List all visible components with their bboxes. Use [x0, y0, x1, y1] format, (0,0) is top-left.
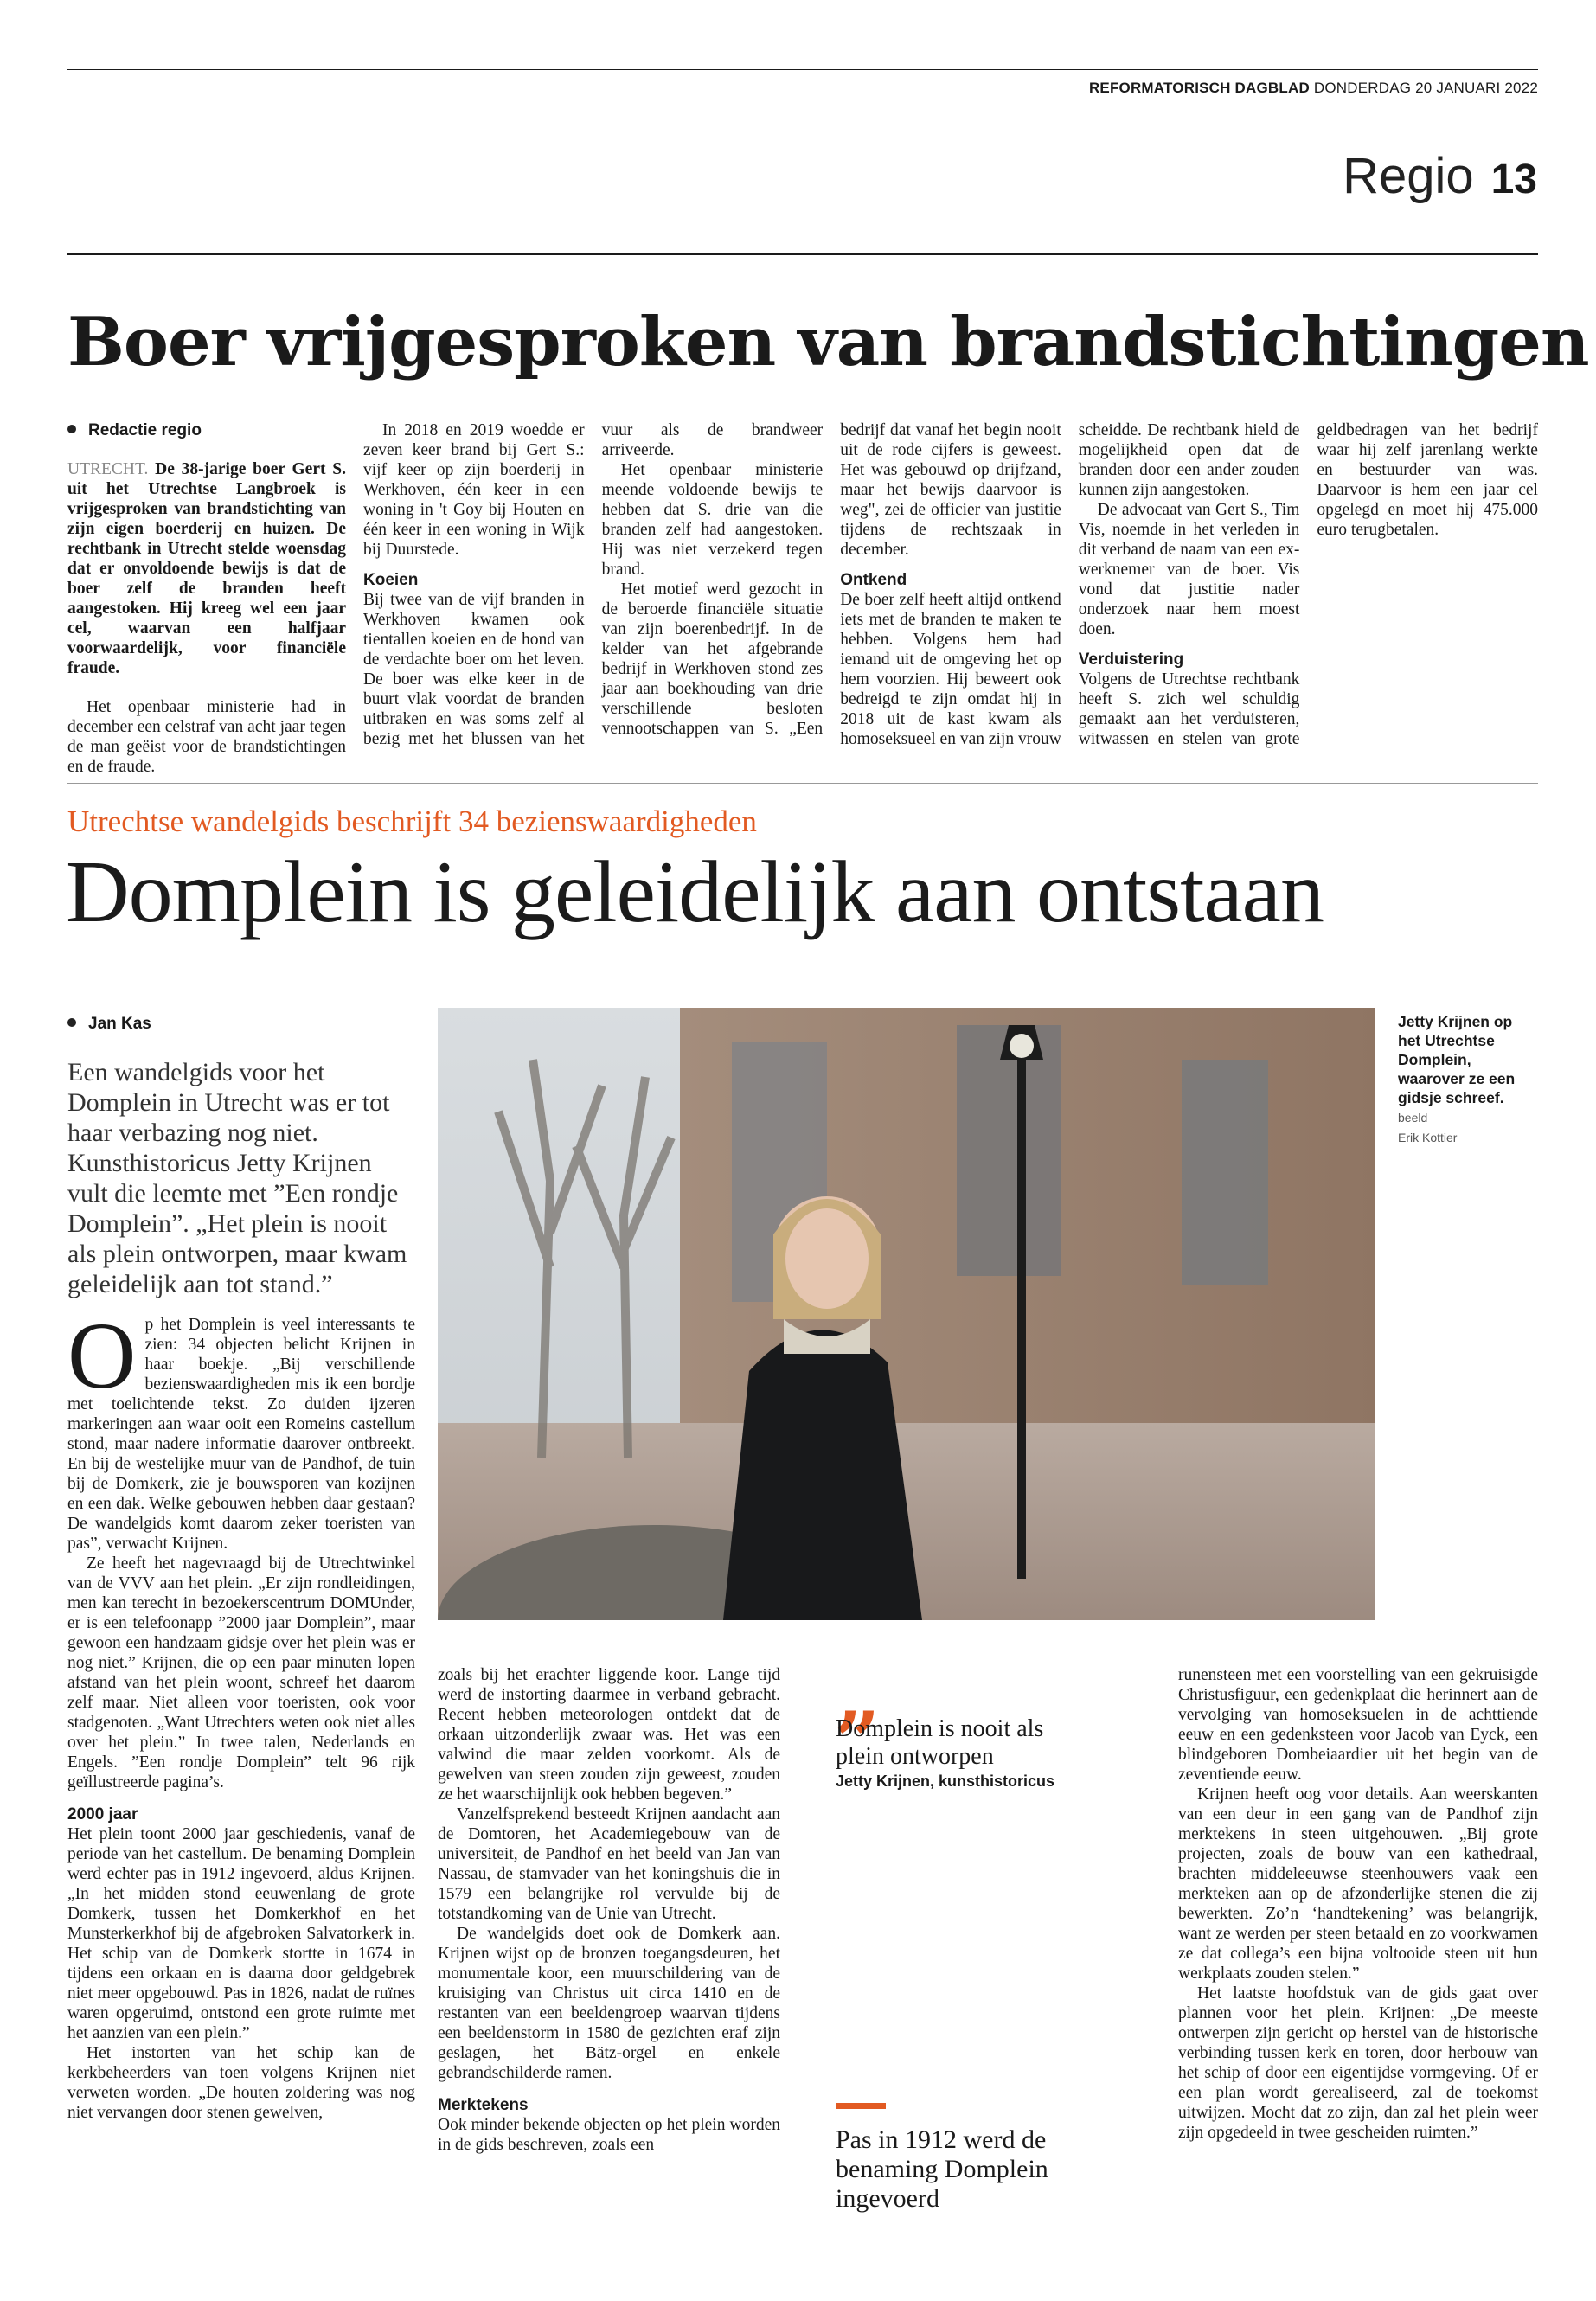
page-number: 13 — [1490, 157, 1537, 202]
pullquote-1-text: Domplein is nooit als plein ontworpen — [836, 1715, 1044, 1770]
article2-paragraph: Het instorten van het schip kan de kerkbeheerders van toen volgens Krijnen niet verweten worden. „De houten zoldering was nog niet vervangen door stenen gewelven, — [67, 2044, 415, 2122]
article1-dateline: UTRECHT. — [67, 460, 149, 478]
dropcap: O — [67, 1303, 137, 1408]
article2-paragraph: runensteen met een voorstelling van een gekruisigde Christusfiguur, een gedenkplaat die herinnert aan de vervolging van homoseksuelen in de achttiende eeuw en een gedenksteen voor Jacob van Eyck, een blindgeboren Dombeiaardier uit het begin van de zeventiende eeuw. — [1178, 1666, 1538, 1784]
article2-kicker: Utrechtse wandelgids beschrijft 34 bezienswaardigheden — [67, 804, 757, 838]
article2-paragraph: Krijnen heeft oog voor details. Aan weerskanten van een deur in een gang van de Pandhof zijn merktekens in steen uitgehouwen. „Bij grote projecten, zoals de bouw van een kathedraal, brachten middeleeuwse steenhouwers vaak een merkteken aan op de afzonderlijke stenen die zij bewerkten. Zo’n ‘handtekening’ was belangrijk, want ze werden per steen betaald en zo voorkwamen ze dat collega’s een bijna voltooide steen uit hun werkplaats zouden stelen.” — [1178, 1785, 1538, 1983]
article2-paragraph: Het laatste hoofdstuk van de gids gaat over plannen voor het plein. Krijnen: „De meeste ontwerpen zijn gericht op herstel van de historische verbinding tussen kerk en toren, door herbouw van het schip of door een eigentijdse vormgeving. Of er een plan wordt gerealiseerd, zal de toekomst uitwijzen. Mocht dat zo zijn, dan zal het plein weer zijn opgedeeld in twee gescheiden ruimten.” — [1178, 1984, 1538, 2142]
caption-text: Jetty Krijnen op het Utrechtse Domplein, waarover ze een gidsje schreef. — [1398, 1013, 1516, 1106]
masthead-paper: REFORMATORISCH DAGBLAD — [1088, 80, 1310, 96]
article1-byline: Redactie regio — [67, 420, 346, 440]
article2-intro: Een wandelgids voor het Domplein in Utrecht was er tot haar verbazing nog niet. Kunsthistoricus Jetty Krijnen vult die leemte met ”Een rondje Domplein”. „Het plein is nooit als plein ontworpen, maar kwam geleidelijk aan tot stand.” — [67, 1058, 407, 1298]
quote-mark-icon: „ — [836, 1649, 881, 1742]
article1-lead: De 38-jarige boer Gert S. uit het Utrechtse Langbroek is vrijgesproken van brandstichting van zijn eigen boerderij en huizen. De rechtbank in Utrecht stelde woensdag dat er onvoldoende bewijs is dat de boer zelf de branden heeft aangestoken. Hij kreeg wel een jaar cel, waarvan een halfjaar voorwaardelijk, voor financiële fraude. — [67, 460, 346, 677]
article-divider — [67, 783, 1538, 784]
caption-label: beeld — [1398, 1111, 1428, 1125]
pullquote-2: Pas in 1912 werd de benaming Domplein ingevoerd — [836, 2125, 1048, 2213]
article2-paragraph: Het plein toont 2000 jaar geschiedenis, vanaf de periode van het castellum. De benaming Domplein werd echter pas in 1912 ingevoerd, aldus Krijnen. „In het midden stond eeuwenlang de grote Domkerk, tussen het Domkerkhof en het Munsterkerkhof bij de afgebroken Salvatorkerk in. Het schip van de Domkerk stortte in 1674 in tijdens een orkaan en is daarna door geldgebrek niet meer opgebouwd. Pas in 1826, nadat de ruïnes waren opgeruimd, ontstond een grote ruimte met het aanzien van een plein.” — [67, 1825, 415, 2042]
article2-paragraph: zoals bij het erachter liggende koor. Lange tijd werd de instorting daarmee in verband gebracht. Recent hebben meteorologen ontdekt dat de orkaan uitzonderlijk zwaar was. Het was een valwind die maar zelden voorkomt. Als de gewelven van steen zouden zijn geweest, zouden ze het waarschijnlijk ook hebben begeven.” — [438, 1666, 780, 1804]
article2-paragraph: Ze heeft het nagevraagd bij de Utrechtwinkel van de VVV aan het plein. „Er zijn rondleidingen, men kan terecht in bezoekerscentrum DOMUnder, er is een telefoonapp ”2000 jaar Domplein”, maar gewoon een handzaam gidsje over het plein was er nog niet.” Krijnen, die op een paar minuten lopen afstand van het plein woont, schreef het daarom zelf maar. Niet alleen voor toeristen, ook voor stadgenoten. „Want Utrechters weten ook niet alles over het plein.” In twee talen, Nederlands en Engels. ”Een rondje Domplein” telt 96 rijk geïllustreerde pagina’s. — [67, 1554, 415, 1791]
section-name: Regio — [1343, 148, 1474, 204]
masthead — [1089, 80, 1538, 97]
pullquote-2-accent-bar — [836, 2103, 886, 2109]
article1-paragraph: Het motief werd gezocht in de beroerde financiële situatie van zijn boerenbedrijf. In de kelder van het afgebrande bedrijf in Werkhoven stond zes jaar aan boekhouding van drie verschillende besloten vennootschappen van S. „Een bedrijf dat vanaf het begin nooit uit de rode cijfers is geweest. Het was gebouwd op drijfzand, maar het bewijs daarvoor is weg", zei de officier van justitie tijdens de rechtszaak in december. — [601, 421, 1061, 738]
article1-paragraph: Het openbaar ministerie meende voldoende bewijs te hebben dat S. drie van die branden zelf had aangestoken. Hij was niet verzekerd tegen brand. — [601, 461, 824, 579]
article2-paragraph: De wandelgids doet ook de Domkerk aan. Krijnen wijst op de bronzen toegangsdeuren, het monumentale koor, een muurschildering van de kruisiging van Christus uit circa 1410 en de restanten van een beeldengroep waarvan tijdens een beeldenstorm in 1580 de gezichten eraf zijn geslagen, het Bätz-orgel en enkele gebrandschilderde ramen. — [438, 1925, 780, 2082]
article2-photo — [438, 1008, 1375, 1620]
article1-column-2 — [363, 420, 1538, 749]
top-rule — [67, 69, 1538, 70]
article1-column-1 — [67, 420, 346, 777]
article2-subhead-merktekens: Merktekens — [438, 2096, 529, 2114]
masthead-date: DONDERDAG 20 JANUARI 2022 — [1313, 80, 1538, 96]
photo-domplein-jetty-krijnen — [438, 1008, 1375, 1620]
article1-paragraph: Bij twee van de vijf branden in Werkhoven kwamen ook tientallen koeien en de hond van de verdachte boer om het leven. De boer was elke keer in de buurt vlak voordat de branden uitbraken en was soms zelf al bezig met het blussen van het vuur als de brandweer arriveerde. — [363, 421, 824, 748]
article1-paragraph: Volgens de Utrechtse rechtbank heeft S. zich wel schuldig gemaakt aan het verduisteren, witwassen en stelen van grote geldbedragen van het bedrijf waar hij zelf jarenlang werkte en bestuurder van was. Daarvoor is hem een jaar cel opgelegd en moet hij 475.000 euro terugbetalen. — [1078, 421, 1538, 748]
photo-credit: Erik Kottier — [1398, 1131, 1458, 1144]
article2-byline-wrap — [67, 1015, 151, 1034]
article2-headline: Domplein is geleidelijk aan ontstaan — [66, 843, 1324, 941]
pullquote-1 — [836, 1715, 1095, 1791]
article2-paragraph: Ook minder bekende objecten op het plein worden in de gids beschreven, zoals een — [438, 2116, 780, 2154]
article1-paragraph: De boer zelf heeft altijd ontkend iets met de branden te maken te hebben. Volgens hem had iemand uit de omgeving het op hem voorzien. Hij beweert ook bedreigd te zijn omdat hij in 2018 uit de kast kwam als homoseksueel en van zijn vrouw scheidde. De rechtbank hield de mogelijkheid open dat de branden door een ander zouden kunnen zijn aangestoken. — [840, 421, 1300, 748]
section-header — [1343, 147, 1537, 205]
section-rule — [67, 253, 1538, 255]
article2-byline: Jan Kas — [67, 1015, 151, 1033]
article1-subhead-koeien: Koeien — [363, 571, 419, 589]
article1-headline: Boer vrijgesproken van brandstichtingen — [67, 303, 1589, 381]
article1-paragraph: Het openbaar ministerie had in december een celstraf van acht jaar tegen de man geëist voor de brandstichtingen en de fraude. — [67, 698, 346, 776]
pullquote-1-attribution: Jetty Krijnen, kunsthistoricus — [836, 1772, 1055, 1790]
article2-paragraph: Vanzelfsprekend besteedt Krijnen aandacht aan de Domtoren, het Academiegebouw van de universiteit, de Pandhof en het beeld van Jan van Nassau, de stamvader van het koningshuis die in 1579 een belangrijke rol vervulde bij de totstandkoming van de Unie van Utrecht. — [438, 1805, 780, 1923]
article2-column-4 — [1178, 1665, 1538, 2143]
article2-column-2 — [438, 1665, 780, 2155]
article1-paragraph: In 2018 en 2019 woedde er zeven keer brand bij Gert S.: vijf keer op zijn boerderij in Werkhoven, één keer in een woning in 't Goy bij Houten en één keer in een woning in Wijk bij Duurstede. — [363, 421, 585, 559]
article1-subhead-verduistering: Verduistering — [1078, 651, 1184, 669]
article1-subhead-ontkend: Ontkend — [840, 571, 907, 589]
article1-paragraph: De advocaat van Gert S., Tim Vis, noemde in het verleden in dit verband de naam van een ex-werknemer van de boer. Vis vond dat justitie nader onderzoek naar hem moest doen. — [1078, 501, 1300, 638]
article2-subhead-2000-jaar: 2000 jaar — [67, 1805, 138, 1823]
article2-paragraph: p het Domplein is veel interessants te zien: 34 objecten belicht Krijnen in haar boekje. „Bij verschillende bezienswaardigheden mis ik een bordje met toelichtende tekst. Zo duiden ijzeren markeringen aan waar ooit een Romeins castellum stond, maar nadere informatie daarover ontbreekt. En bij de westelijke muur van de Pandhof, de tuin bij de Domkerk, zie je bouwsporen van kozijnen en een dak. Welke gebouwen hebben daar gestaan? De wandelgids komt daarom zeker toeristen van pas”, verwacht Krijnen. — [67, 1316, 415, 1553]
article2-column-1 — [67, 1303, 415, 2123]
photo-caption — [1398, 1012, 1536, 1147]
